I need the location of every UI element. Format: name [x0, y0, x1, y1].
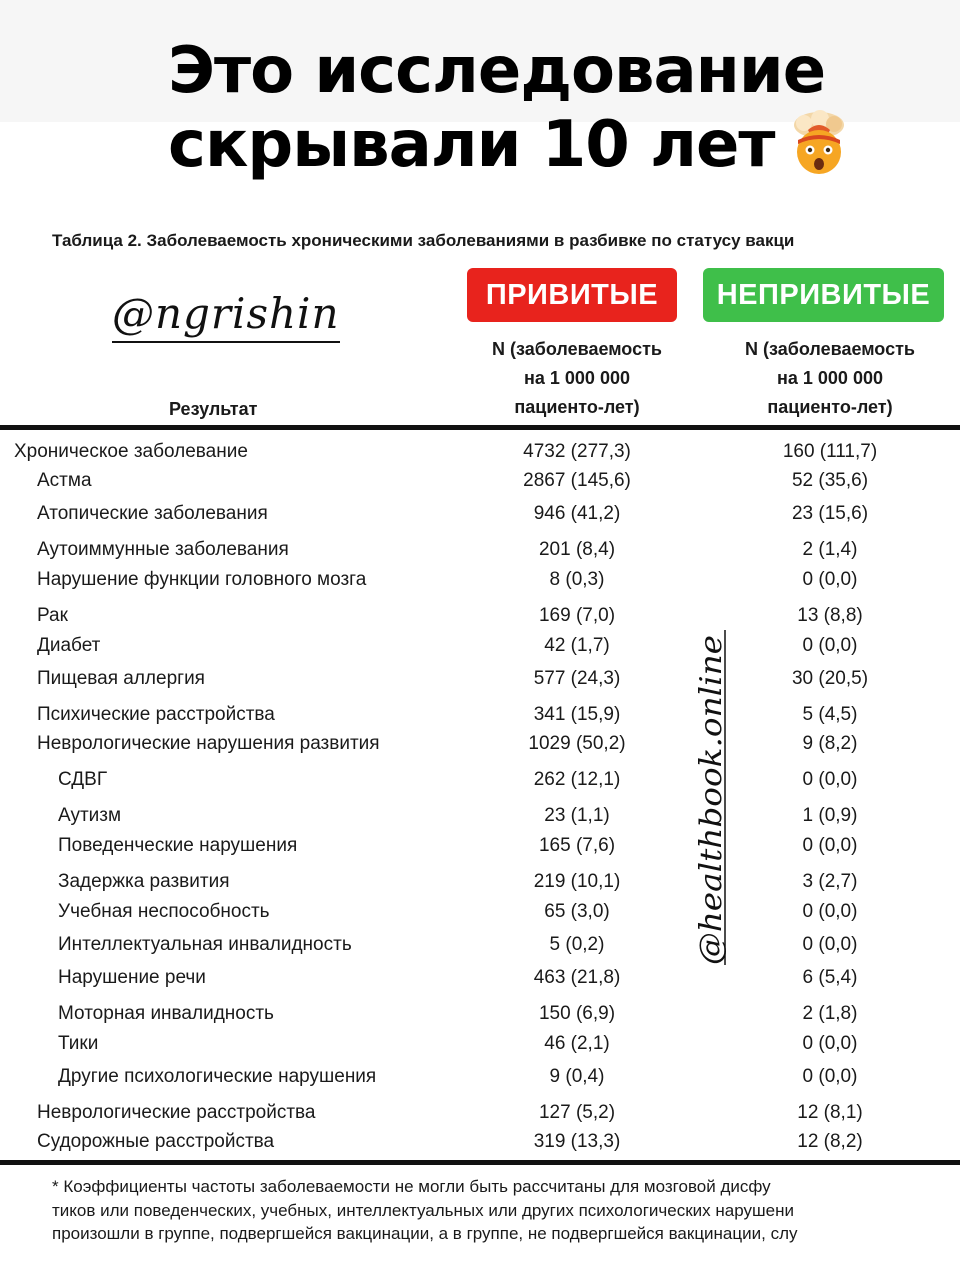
table-row: [0, 801, 960, 831]
vaccinated-column-header: [457, 335, 697, 422]
row-label: СДВГ: [58, 769, 108, 790]
footnote-line: произошли в группе, подвергшейся вакцинации, а в группе, не подвергшейся вакцинации, слу: [52, 1224, 798, 1243]
table-row: [0, 1127, 960, 1157]
unvaccinated-value: 0 (0,0): [802, 901, 858, 922]
unvaccinated-value: 0 (0,0): [802, 835, 858, 856]
vaccinated-value: 150 (6,9): [538, 1003, 616, 1024]
unvaccinated-value: 12 (8,2): [797, 1131, 863, 1152]
row-label: Задержка развития: [58, 871, 230, 892]
footnote-line: * Коэффициенты частоты заболеваемости не могли быть рассчитаны для мозговой дисфу: [52, 1177, 771, 1196]
vaccinated-value: 1029 (50,2): [528, 733, 626, 754]
unvaccinated-value: 0 (0,0): [802, 569, 858, 590]
row-label: Неврологические расстройства: [37, 1102, 316, 1123]
watermark-left: @ngrishin: [112, 289, 340, 343]
row-label: Астма: [37, 470, 92, 491]
footnote: [52, 1175, 960, 1246]
footnote-line: тиков или поведенческих, учебных, интеллектуальных или других психологических нарушени: [52, 1200, 794, 1220]
watermark-vertical-text: @healthbook.online: [694, 662, 729, 965]
vaccinated-value: 9 (0,4): [549, 1066, 605, 1087]
vaccinated-value: 201 (8,4): [538, 539, 616, 560]
row-label: Диабет: [37, 635, 101, 656]
row-label: Аутоиммунные заболевания: [37, 539, 289, 560]
row-label: Психические расстройства: [37, 704, 275, 725]
vaccinated-value: 46 (2,1): [544, 1033, 610, 1054]
vaccinated-badge-label: ПРИВИТЫЕ: [485, 278, 659, 311]
unvaccinated-value: 0 (0,0): [802, 769, 858, 790]
table-row: [0, 930, 960, 960]
unvaccinated-header-line: пациенто-лет): [767, 397, 893, 417]
vaccinated-value: 165 (7,6): [538, 835, 616, 856]
vaccinated-value: 23 (1,1): [544, 805, 610, 826]
row-label: Поведенческие нарушения: [58, 835, 298, 856]
row-label: Тики: [58, 1033, 99, 1054]
table-row: [0, 867, 960, 897]
vaccinated-value: 127 (5,2): [538, 1102, 616, 1123]
vaccinated-value: 463 (21,8): [533, 967, 621, 988]
unvaccinated-value: 30 (20,5): [791, 668, 869, 689]
table-title: Таблица 2. Заболеваемость хроническими заболеваниями в разбивке по статусу вакци: [52, 231, 795, 250]
vaccinated-value: 42 (1,7): [544, 635, 610, 656]
watermark-vertical: [694, 630, 729, 965]
table-row: [0, 700, 960, 730]
vaccinated-value: 577 (24,3): [533, 668, 621, 689]
vaccinated-value: 319 (13,3): [533, 1131, 621, 1152]
unvaccinated-value: 12 (8,1): [797, 1102, 863, 1123]
table-row: [0, 631, 960, 661]
unvaccinated-value: 9 (8,2): [802, 733, 858, 754]
row-label: Атопические заболевания: [37, 503, 268, 524]
table-row: [0, 765, 960, 795]
unvaccinated-value: 0 (0,0): [802, 1033, 858, 1054]
vaccinated-value: 219 (10,1): [533, 871, 621, 892]
unvaccinated-column-header: [710, 335, 950, 422]
vaccinated-header-line: пациенто-лет): [514, 397, 640, 417]
unvaccinated-value: 0 (0,0): [802, 1066, 858, 1087]
unvaccinated-badge-label: НЕПРИВИТЫЕ: [716, 278, 931, 311]
table-row: [0, 729, 960, 759]
table-bottom-rule: [0, 1160, 960, 1165]
table-row: [0, 999, 960, 1029]
table-row: [0, 499, 960, 529]
row-label: Другие психологические нарушения: [58, 1066, 377, 1087]
unvaccinated-value: 2 (1,4): [802, 539, 858, 560]
table-row: [0, 897, 960, 927]
exploding-head-emoji-icon: [786, 110, 852, 190]
headline-line-2-text: скрывали 10 лет: [168, 108, 775, 182]
unvaccinated-value: 13 (8,8): [797, 605, 863, 626]
row-label: Нарушение речи: [58, 967, 206, 988]
vaccinated-value: 2867 (145,6): [523, 470, 631, 491]
vaccinated-header-line: на 1 000 000: [524, 368, 630, 388]
unvaccinated-header-line: на 1 000 000: [777, 368, 883, 388]
row-label: Рак: [37, 605, 68, 626]
row-label: Нарушение функции головного мозга: [37, 569, 367, 590]
vaccinated-header-line: N (заболеваемость: [492, 339, 662, 359]
table-row: [0, 1098, 960, 1128]
row-label: Неврологические нарушения развития: [37, 733, 380, 754]
unvaccinated-value: 0 (0,0): [802, 934, 858, 955]
table-row: [0, 466, 960, 496]
vaccinated-value: 4732 (277,3): [523, 441, 631, 462]
table-row: [0, 1062, 960, 1092]
unvaccinated-value: 1 (0,9): [802, 805, 858, 826]
row-label: Моторная инвалидность: [58, 1003, 274, 1024]
unvaccinated-value: 5 (4,5): [802, 704, 858, 725]
vaccinated-value: 262 (12,1): [533, 769, 621, 790]
vaccinated-value: 341 (15,9): [533, 704, 621, 725]
unvaccinated-value: 6 (5,4): [802, 967, 858, 988]
row-label: Аутизм: [58, 805, 122, 826]
result-column-header: Результат: [169, 399, 258, 419]
headline-line-1: [168, 36, 825, 106]
vaccinated-value: 5 (0,2): [549, 934, 605, 955]
vaccinated-value: 8 (0,3): [549, 569, 605, 590]
vaccinated-value: 169 (7,0): [538, 605, 616, 626]
table-row: [0, 963, 960, 993]
table-row: [0, 437, 960, 467]
row-label: Хроническое заболевание: [14, 441, 248, 462]
unvaccinated-value: 160 (111,7): [782, 441, 878, 462]
unvaccinated-badge: [703, 268, 944, 322]
vaccinated-value: 946 (41,2): [533, 503, 621, 524]
unvaccinated-value: 52 (35,6): [791, 470, 869, 491]
row-label: Пищевая аллергия: [37, 668, 205, 689]
vaccinated-value: 65 (3,0): [544, 901, 610, 922]
table-row: [0, 601, 960, 631]
table-row: [0, 664, 960, 694]
unvaccinated-value: 23 (15,6): [791, 503, 869, 524]
table-row: [0, 565, 960, 595]
table-top-rule: [0, 425, 960, 430]
table-row: [0, 535, 960, 565]
table-row: [0, 831, 960, 861]
vaccinated-badge: [467, 268, 677, 322]
row-label: Учебная неспособность: [58, 901, 270, 922]
headline-line-2: [168, 110, 852, 190]
headline-line-1-text: Это исследование: [168, 34, 826, 108]
row-label: Интеллектуальная инвалидность: [58, 934, 352, 955]
unvaccinated-value: 2 (1,8): [802, 1003, 858, 1024]
table-row: [0, 1029, 960, 1059]
unvaccinated-value: 0 (0,0): [802, 635, 858, 656]
row-label: Судорожные расстройства: [37, 1131, 275, 1152]
unvaccinated-header-line: N (заболеваемость: [745, 339, 915, 359]
unvaccinated-value: 3 (2,7): [802, 871, 858, 892]
